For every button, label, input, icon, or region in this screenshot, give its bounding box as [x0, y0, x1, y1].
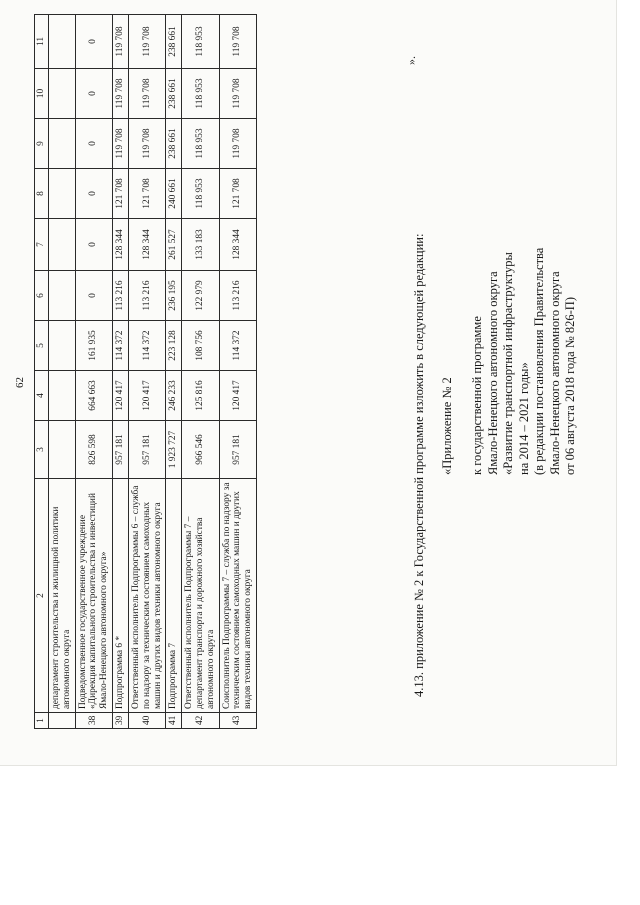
column-header: 11: [35, 15, 49, 69]
value-cell: [49, 371, 76, 421]
row-name-cell: департамент строительства и жилищной политики автономного округа: [49, 479, 76, 713]
value-cell: 664 663: [75, 371, 112, 421]
row-number-cell: 40: [128, 713, 165, 729]
value-cell: 0: [75, 119, 112, 169]
value-cell: 118 953: [182, 169, 219, 219]
table-row: [75, 15, 112, 729]
column-header: 2: [35, 479, 49, 713]
value-cell: 1 923 727: [166, 421, 182, 479]
value-cell: 119 708: [128, 15, 165, 69]
value-cell: 119 708: [113, 119, 129, 169]
value-cell: 121 708: [113, 169, 129, 219]
value-cell: 119 708: [219, 15, 256, 69]
row-name-cell: Подведомственное государственное учреждение «Дирекция капитального строительства и инвестиций Ямало-Ненецкого автономного округа»: [75, 479, 112, 713]
amendment-paragraph: 4.13. приложение № 2 к Государственной программе изложить в следующей редакции:: [412, 233, 426, 697]
page-number: 62: [14, 377, 26, 388]
table-row: [128, 15, 165, 729]
value-cell: 161 935: [75, 321, 112, 371]
table-row: [166, 15, 182, 729]
column-header: 7: [35, 219, 49, 271]
row-name-cell: Подпрограмма 6 *: [113, 479, 129, 713]
column-header: 10: [35, 69, 49, 119]
table-row: [49, 15, 76, 729]
value-cell: [49, 321, 76, 371]
table-row: [219, 15, 256, 729]
value-cell: 119 708: [219, 119, 256, 169]
row-number-cell: 39: [113, 713, 129, 729]
column-header: 6: [35, 271, 49, 321]
table-row: [113, 15, 129, 729]
value-cell: 957 181: [128, 421, 165, 479]
value-cell: 114 372: [128, 321, 165, 371]
appendix-line: к государственной программе: [470, 316, 484, 475]
value-cell: 120 417: [128, 371, 165, 421]
appendix-line: Ямало-Ненецкого автономного округа: [485, 271, 500, 475]
value-cell: 238 661: [166, 69, 182, 119]
row-number-cell: 41: [166, 713, 182, 729]
table-row: [182, 15, 219, 729]
value-cell: 128 344: [113, 219, 129, 271]
column-header: 8: [35, 169, 49, 219]
value-cell: 0: [75, 69, 112, 119]
table-body: [49, 15, 257, 729]
value-cell: 236 195: [166, 271, 182, 321]
value-cell: 119 708: [219, 69, 256, 119]
value-cell: 119 708: [128, 69, 165, 119]
value-cell: 118 953: [182, 69, 219, 119]
column-header: 3: [35, 421, 49, 479]
row-number-cell: 38: [75, 713, 112, 729]
value-cell: 118 953: [182, 119, 219, 169]
table-header-row: [35, 15, 49, 729]
value-cell: 826 598: [75, 421, 112, 479]
appendix-title: «Приложение № 2: [440, 377, 454, 475]
value-cell: 119 708: [128, 119, 165, 169]
value-cell: [49, 169, 76, 219]
value-cell: 125 816: [182, 371, 219, 421]
value-cell: 133 183: [182, 219, 219, 271]
value-cell: 128 344: [219, 219, 256, 271]
row-name-cell: Соисполнитель Подпрограммы 7 – служба по надзору за техническим состоянием самоходных машин и других видов техники автономного округа: [219, 479, 256, 713]
row-number-cell: 43: [219, 713, 256, 729]
value-cell: 121 708: [128, 169, 165, 219]
value-cell: 119 708: [113, 15, 129, 69]
appendix-line: (в редакции постановления Правительства: [532, 247, 546, 475]
value-cell: 223 128: [166, 321, 182, 371]
value-cell: [49, 219, 76, 271]
value-cell: 957 181: [113, 421, 129, 479]
row-number-cell: 42: [182, 713, 219, 729]
value-cell: [49, 69, 76, 119]
appendix-line: на 2014 – 2021 годы»: [516, 362, 531, 475]
table-wrapper: [34, 15, 257, 729]
value-cell: 957 181: [219, 421, 256, 479]
value-cell: 122 979: [182, 271, 219, 321]
value-cell: 238 661: [166, 119, 182, 169]
value-cell: 114 372: [113, 321, 129, 371]
closing-quote: ».: [404, 56, 418, 65]
appendix-line: Ямало-Ненецкого автономного округа: [547, 271, 562, 475]
value-cell: 113 216: [113, 271, 129, 321]
value-cell: 108 756: [182, 321, 219, 371]
value-cell: 966 546: [182, 421, 219, 479]
value-cell: [49, 119, 76, 169]
value-cell: 120 417: [113, 371, 129, 421]
value-cell: 113 216: [128, 271, 165, 321]
value-cell: 238 661: [166, 15, 182, 69]
row-number-cell: [49, 713, 76, 729]
column-header: 5: [35, 321, 49, 371]
value-cell: 0: [75, 271, 112, 321]
value-cell: 261 527: [166, 219, 182, 271]
value-cell: 0: [75, 169, 112, 219]
funding-table: [34, 14, 257, 729]
value-cell: [49, 421, 76, 479]
column-header: 1: [35, 713, 49, 729]
row-name-cell: Подпрограмма 7: [166, 479, 182, 713]
value-cell: 128 344: [128, 219, 165, 271]
column-header: 4: [35, 371, 49, 421]
value-cell: 240 661: [166, 169, 182, 219]
value-cell: 118 953: [182, 15, 219, 69]
value-cell: 119 708: [113, 69, 129, 119]
value-cell: [49, 15, 76, 69]
value-cell: 121 708: [219, 169, 256, 219]
value-cell: 120 417: [219, 371, 256, 421]
column-header: 9: [35, 119, 49, 169]
appendix-details: [470, 248, 579, 475]
appendix-line: «Развитие транспортной инфраструктуры: [501, 252, 515, 475]
value-cell: 113 216: [219, 271, 256, 321]
value-cell: 0: [75, 219, 112, 271]
value-cell: [49, 271, 76, 321]
value-cell: 246 233: [166, 371, 182, 421]
row-name-cell: Ответственный исполнитель Подпрограммы 7 – департамент транспорта и дорожного хозяйства автономного округа: [182, 479, 219, 713]
value-cell: 114 372: [219, 321, 256, 371]
appendix-line: от 06 августа 2018 года № 826-П): [563, 297, 577, 475]
row-name-cell: Ответственный исполнитель Подпрограммы 6 – служба по надзору за техническим состоянием самоходных машин и других видов техники автономного округа: [128, 479, 165, 713]
value-cell: 0: [75, 15, 112, 69]
